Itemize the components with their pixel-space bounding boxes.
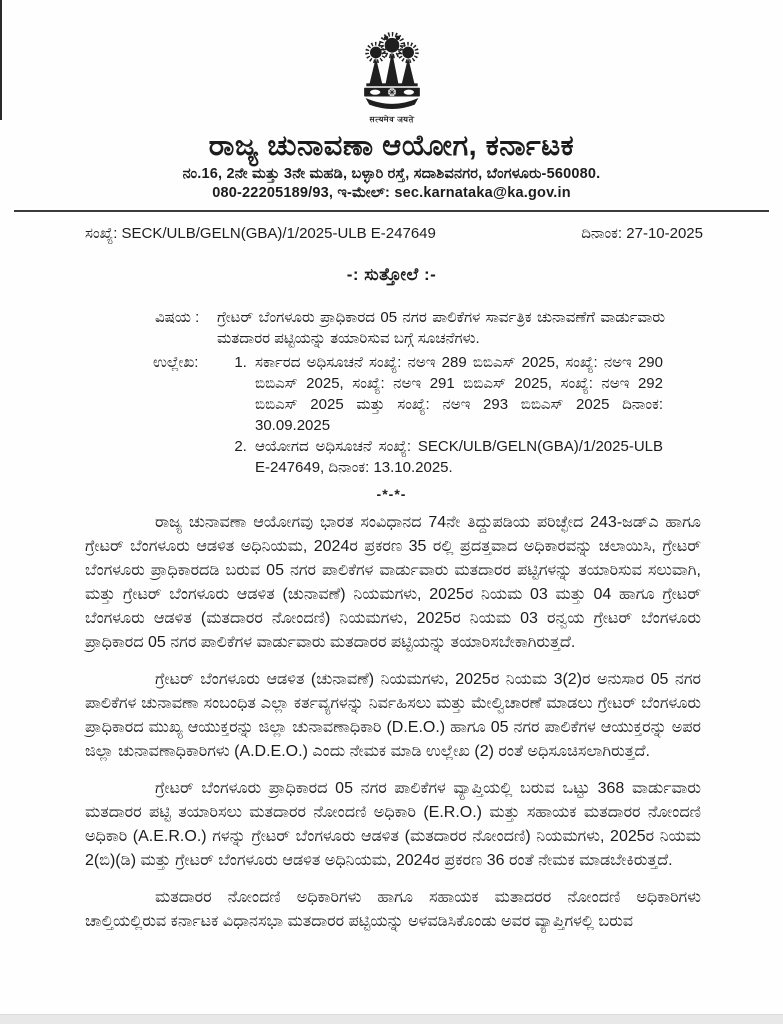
meta-row [0,212,783,242]
ashoka-lion-capital-icon [0,26,783,126]
subject-block [155,307,783,349]
org-contact: 080-22205189/93, ಇ-ಮೇಲ್: sec.karnataka@ka.gov.in [212,185,571,201]
reference-number: ಸಂಖ್ಯೆ: SECK/ULB/GELN(GBA)/1/2025-ULB E-247649 [85,225,436,242]
document-body [0,502,783,934]
subject-text: ಗ್ರೇಟರ್ ಬೆಂಗಳೂರು ಪ್ರಾಧಿಕಾರದ 05 ನಗರ ಪಾಲಿಕೆಗಳ ಸಾರ್ವತ್ರಿಕ ಚುನಾವಣೆಗೆ ವಾರ್ಡುವಾರು ಮತದಾರರ ಪಟ್ಟಿಯನ್ನು ತಯಾರಿಸುವ ಬಗ್ಗೆ ಸೂಚನೆಗಳು. [217,309,665,347]
section-separator: -*-*- [376,486,407,502]
reference-item: 1. ಸರ್ಕಾರದ ಅಧಿಸೂಚನೆ ಸಂಖ್ಯೆ: ನಅಇ 289 ಬಿಬಿಎಸ್ 2025, ಸಂಖ್ಯೆ: ನಅಇ 290 ಬಿಬಿಎಸ್ 2025, ಸಂಖ್ಯೆ: ನಅಇ 291 ಬಿಬಿಎಸ್ 2025, ಸಂಖ್ಯೆ: ನಅಇ 292 ಬಿಬಿಎಸ್ 2025 ಮತ್ತು ಸಂಖ್ಯೆ: ನಅಇ 293 ಬಿಬಿಎಸ್ 2025 ದಿನಾಂಕ: 30.09.2025 [251,352,663,436]
reference-label: ಉಲ್ಲೇಖ: [153,354,199,371]
org-address: ನಂ.16, 2ನೇ ಮತ್ತು 3ನೇ ಮಹಡಿ, ಬಳ್ಳಾರಿ ರಸ್ತೆ, ಸದಾಶಿವನಗರ, ಬೆಂಗಳೂರು-560080. [182,166,601,182]
scan-bottom-artifact [0,1014,783,1024]
subject-label: ವಿಷಯ : [155,309,200,326]
letterhead [0,0,783,201]
org-name: ರಾಜ್ಯ ಚುನಾವಣಾ ಆಯೋಗ, ಕರ್ನಾಟಕ [208,130,575,162]
reference-list [231,352,663,478]
body-paragraph: ರಾಜ್ಯ ಚುನಾವಣಾ ಆಯೋಗವು ಭಾರತ ಸಂವಿಧಾನದ 74ನೇ ತಿದ್ದುಪಡಿಯ ಪರಿಚ್ಛೇದ 243-ಜಡ್‌ಎ ಹಾಗೂ ಗ್ರೇಟರ್ ಬೆಂಗಳೂರು ಆಡಳಿತ ಅಧಿನಿಯಮ, 2024ರ ಪ್ರಕರಣ 35 ರಲ್ಲಿ ಪ್ರದತ್ತವಾದ ಅಧಿಕಾರವನ್ನು ಚಲಾಯಿಸಿ, ಗ್ರೇಟರ್ ಬೆಂಗಳೂರು ಪ್ರಾಧಿಕಾರದಡಿ ಬರುವ 05 ನಗರ ಪಾಲಿಕೆಗಳ ವಾರ್ಡುವಾರು ಮತದಾರರ ಪಟ್ಟಿಗಳನ್ನು ತಯಾರಿಸುವ ಸಲುವಾಗಿ, ಮತ್ತು ಗ್ರೇಟರ್ ಬೆಂಗಳೂರು ಆಡಳಿತ (ಚುನಾವಣೆ) ನಿಯಮಗಳು, 2025ರ ನಿಯಮ 03 ಮತ್ತು 04 ಹಾಗೂ ಗ್ರೇಟರ್ ಬೆಂಗಳೂರು ಆಡಳಿತ (ಮತದಾರರ ನೋಂದಣಿ) ನಿಯಮಗಳು, 2025ರ ನಿಯಮ 03 ರನ್ವಯ ಗ್ರೇಟರ್ ಬೆಂಗಳೂರು ಪ್ರಾಧಿಕಾರದ 05 ನಗರ ಪಾಲಿಕೆಗಳ ವಾರ್ಡುವಾರು ಮತದಾರರ ಪಟ್ಟಿಯನ್ನು ತಯಾರಿಸಬೇಕಾಗಿರುತ್ತದೆ. [85,514,701,651]
body-paragraph: ಗ್ರೇಟರ್ ಬೆಂಗಳೂರು ಆಡಳಿತ (ಚುನಾವಣೆ) ನಿಯಮಗಳು, 2025ರ ನಿಯಮ 3(2)ರ ಅನುಸಾರ 05 ನಗರ ಪಾಲಿಕೆಗಳ ಚುನಾವಣಾ ಸಂಬಂಧಿತ ಎಲ್ಲಾ ಕರ್ತವ್ಯಗಳನ್ನು ನಿರ್ವಹಿಸಲು ಮತ್ತು ಮೇಲ್ವಿಚಾರಣೆ ಮಾಡಲು ಗ್ರೇಟರ್ ಬೆಂಗಳೂರು ಪ್ರಾಧಿಕಾರದ ಮುಖ್ಯ ಆಯುಕ್ತರನ್ನು ಜಿಲ್ಲಾ ಚುನಾವಣಾಧಿಕಾರಿ (D.E.O.) ಹಾಗೂ 05 ನಗರ ಪಾಲಿಕೆಗಳ ಆಯುಕ್ತರನ್ನು ಅಪರ ಜಿಲ್ಲಾ ಚುನಾವಣಾಧಿಕಾರಿಗಳು (A.D.E.O.) ಎಂದು ನೇಮಕ ಮಾಡಿ ಉಲ್ಲೇಖ (2) ರಂತೆ ಅಧಿಸೂಚಿಸಲಾಗಿರುತ್ತದೆ. [85,671,701,760]
emblem-caption: सत्यमेव जयते [369,115,414,125]
body-paragraph: ಮತದಾರರ ನೋಂದಣಿ ಅಧಿಕಾರಿಗಳು ಹಾಗೂ ಸಹಾಯಕ ಮತಾದರರ ನೋಂದಣಿ ಅಧಿಕಾರಿಗಳು ಚಾಲ್ತಿಯಲ್ಲಿರುವ ಕರ್ನಾಟಕ ವಿಧಾನಸಭಾ ಮತದಾರರ ಪಟ್ಟಿಯನ್ನು ಅಳವಡಿಸಿಕೊಂಡು ಅವರ ವ್ಯಾಪ್ತಿಗಳಲ್ಲಿ ಬರುವ [85,889,701,930]
scan-edge-artifact [0,0,2,120]
reference-block [153,352,783,478]
reference-item: 2. ಆಯೋಗದ ಅಧಿಸೂಚನೆ ಸಂಖ್ಯೆ: SECK/ULB/GELN(GBA)/1/2025-ULB E-247649, ದಿನಾಂಕ: 13.10.2025. [251,436,663,478]
document-title: -: ಸುತ್ತೋಲೆ :- [346,265,437,284]
body-paragraph: ಗ್ರೇಟರ್ ಬೆಂಗಳೂರು ಪ್ರಾಧಿಕಾರದ 05 ನಗರ ಪಾಲಿಕೆಗಳ ವ್ಯಾಪ್ತಿಯಲ್ಲಿ ಬರುವ ಒಟ್ಟು 368 ವಾರ್ಡುವಾರು ಮತದಾರರ ಪಟ್ಟಿ ತಯಾರಿಸಲು ಮತದಾರರ ನೋಂದಣಿ ಅಧಿಕಾರಿ (E.R.O.) ಮತ್ತು ಸಹಾಯಕ ಮತದಾರರ ನೋಂದಣಿ ಅಧಿಕಾರಿ (A.E.R.O.) ಗಳನ್ನು ಗ್ರೇಟರ್ ಬೆಂಗಳೂರು ಆಡಳಿತ (ಮತದಾರರ ನೋಂದಣಿ) ನಿಯಮಗಳು, 2025ರ ನಿಯಮ 2(ಬಿ)(ಡಿ) ಮತ್ತು ಗ್ರೇಟರ್ ಬೆಂಗಳೂರು ಆಡಳಿತ ಅಧಿನಿಯಮ, 2024ರ ಪ್ರಕರಣ 36 ರಂತೆ ನೇಮಕ ಮಾಡಬೇಕಿರುತ್ತದೆ. [85,780,701,869]
document-date: ದಿನಾಂಕ: 27-10-2025 [581,225,703,242]
